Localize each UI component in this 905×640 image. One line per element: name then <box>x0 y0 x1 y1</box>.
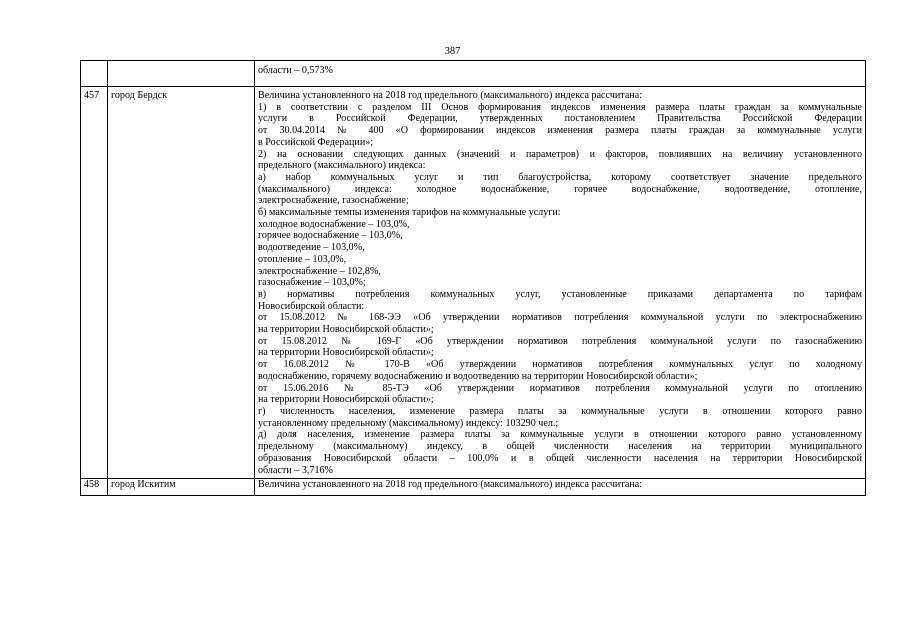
description-line: Величина установленного на 2018 год предельного (максимального) индекса рассчитана: <box>258 479 642 491</box>
description-line: Новосибирской области: <box>258 300 365 312</box>
description-line: области – 3,716% <box>258 464 333 476</box>
description-line: а) набор коммунальных услуг и тип благоустройства, которому соответствует значение предельного <box>258 171 862 183</box>
description-line: услуги в Российской Федерации, утвержденных постановлением Правительства Российской Федерации <box>258 113 862 125</box>
description-line: г) численность населения, изменение размера платы за коммунальные услуги в отношении которого равно <box>258 405 862 417</box>
description-line: 1) в соответствии с разделом III Основ формирования индексов изменения размера платы граждан за коммунальные <box>258 101 862 113</box>
table-row-458 <box>81 479 866 496</box>
description-line: от 30.04.2014 № 400 «О формировании индексов изменения размера платы граждан за коммунальные услуги <box>258 125 862 137</box>
description-cell <box>255 87 866 479</box>
description-line: на территории Новосибирской области»; <box>258 394 434 406</box>
description-line: Величина установленного на 2018 год предельного (максимального) индекса рассчитана: <box>258 90 642 101</box>
table-row-continuation <box>81 61 866 87</box>
description-line: на территории Новосибирской области»; <box>258 347 434 359</box>
row-number-cell: 457 <box>81 87 108 479</box>
description-line: установленному предельному (максимальному) индексу: 103290 чел.; <box>258 417 559 429</box>
description-line: холодное водоснабжение – 103,0%, <box>258 218 410 230</box>
description-line: 2) на основании следующих данных (значений и параметров) и факторов, повлиявших на величину установленного <box>258 148 862 160</box>
description-line: в) нормативы потребления коммунальных услуг, установленные приказами департамента по тарифам <box>258 288 862 300</box>
municipality-cell <box>108 61 255 87</box>
description-line: горячее водоснабжение – 103,0%, <box>258 230 403 242</box>
description-line: образования Новосибирской области – 100,0% и в общей численности населения на территории Новосибирской <box>258 452 862 464</box>
description-line: отопление – 103,0%, <box>258 253 347 265</box>
description-line: предельного (максимального) индекса: <box>258 160 426 172</box>
description-line: водоснабжению, горячему водоснабжению и водоотведению на территории Новосибирской области»; <box>258 370 698 382</box>
municipality-cell: город Искитим <box>108 479 255 496</box>
description-line: б) максимальные темпы изменения тарифов на коммунальные услуги: <box>258 207 561 219</box>
description-line: электроснабжение – 102,8%, <box>258 265 381 277</box>
municipality-cell: город Бердск <box>108 87 255 479</box>
description-line: д) доля населения, изменение размера платы за коммунальные услуги в отношении которого равно установленному <box>258 429 862 441</box>
description-line: от 15.06.2016 № 85-ТЭ «Об утверждении нормативов потребления коммунальной услуги по отоплению <box>258 382 862 394</box>
description-line: в Российской Федерации»; <box>258 136 374 148</box>
description-line: предельному (максимальному) индексу, в общей численности населения на территории муниципального <box>258 441 862 453</box>
description-line: (максимального) индекса: холодное водоснабжение, горячее водоснабжение, водоотведение, отопление, <box>258 183 862 195</box>
description-line: от 15.08.2012 № 168-ЭЭ «Об утверждении нормативов потребления коммунальной услуги по электроснабжению <box>258 312 862 324</box>
row-number-cell <box>81 61 108 87</box>
index-table <box>80 60 866 496</box>
description-cell <box>255 479 866 496</box>
description-line: электроснабжение, газоснабжение; <box>258 195 409 207</box>
description-line: от 15.08.2012 № 169-Г «Об утверждении нормативов потребления коммунальной услуги по газоснабжению <box>258 335 862 347</box>
row-number-cell: 458 <box>81 479 108 496</box>
description-cell <box>255 61 866 87</box>
description-line: водоотведение – 103,0%, <box>258 242 365 254</box>
page-number: 387 <box>444 46 461 57</box>
description-line: области – 0,573% <box>258 65 333 76</box>
description-line: на территории Новосибирской области»; <box>258 324 434 336</box>
description-line: от 16.08.2012 № 170-В «Об утверждении нормативов потребления коммунальных услуг по холодному <box>258 359 862 371</box>
table-row-457 <box>81 87 866 479</box>
description-line: газоснабжение – 103,0%; <box>258 277 366 289</box>
